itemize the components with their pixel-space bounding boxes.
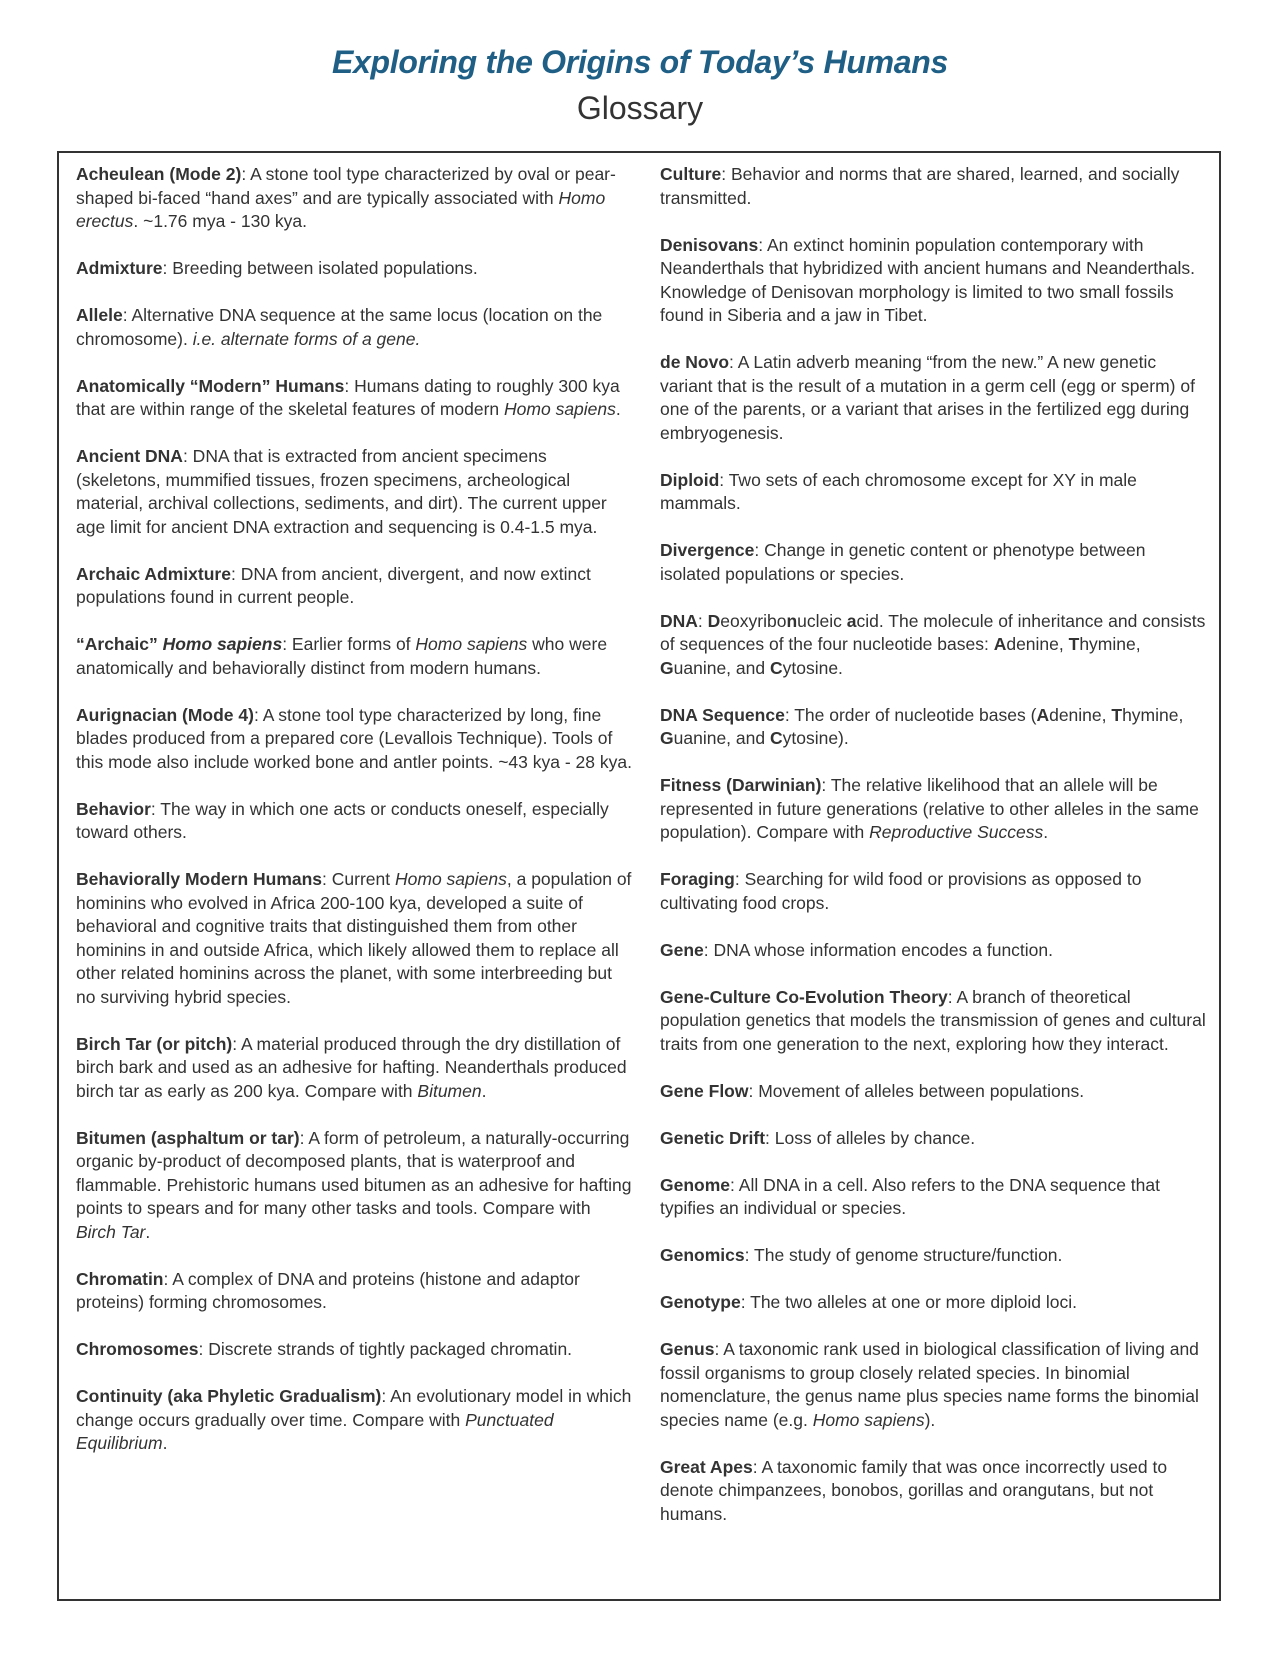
glossary-definition-text: : Change in genetic content or phenotype between isolated populations or species. <box>660 540 1146 584</box>
glossary-definition-text: : A material produced through the dry distillation of birch bark and used as an adhesive for hafting. Neanderthals produced birch tar as early as 200 kya. Compare with <box>76 1033 627 1101</box>
glossary-definition-text: ucleic <box>797 610 847 631</box>
glossary-term: Bitumen (asphaltum or tar) <box>76 1127 300 1148</box>
glossary-term: Divergence <box>660 540 755 560</box>
glossary-definition-italic: Bitumen <box>417 1080 482 1101</box>
glossary-frame <box>57 151 1221 1601</box>
glossary-definition-text: : DNA whose information encodes a function. <box>703 939 1054 960</box>
glossary-definition-text: : An evolutionary model in which change occurs gradually over time. Compare with <box>76 1386 632 1430</box>
glossary-entry <box>660 868 1207 915</box>
glossary-definition-bold: C <box>769 657 783 678</box>
glossary-definition-italic: Birch Tar <box>76 1221 146 1242</box>
glossary-definition-text: hymine, <box>1122 704 1184 725</box>
glossary-definition-italic: Homo erectus <box>76 187 606 231</box>
glossary-definition-bold: C <box>769 728 783 748</box>
glossary-term: Admixture <box>76 258 163 278</box>
glossary-term: DNA <box>660 610 698 631</box>
glossary-definition-text: eoxyribo <box>720 610 787 631</box>
glossary-term: Acheulean (Mode 2) <box>76 164 242 184</box>
glossary-entry <box>76 563 633 610</box>
glossary-term: Birch Tar (or pitch) <box>76 1033 233 1054</box>
glossary-entry <box>76 633 633 680</box>
glossary-definition-text: . <box>145 1221 151 1242</box>
glossary-definition-text: : Breeding between isolated populations. <box>162 258 478 278</box>
glossary-term: Gene-Culture Co-Evolution Theory <box>660 986 948 1007</box>
glossary-definition-text: , a population of hominins who evolved in Africa 200-100 kya, developed a suite of behavioral and cognitive traits that distinguished them from other hominins in and outside Africa, which likely allowed them to replace all other related hominins across the planet, with some interbreeding but no surviving hybrid species. <box>76 869 632 1007</box>
glossary-term: Culture <box>660 164 722 184</box>
glossary-entry <box>76 163 633 234</box>
glossary-entry <box>660 1127 1207 1151</box>
glossary-definition-text: . <box>1043 822 1049 842</box>
glossary-term: Continuity (aka Phyletic Gradualism) <box>76 1386 382 1406</box>
glossary-term: Foraging <box>660 869 735 889</box>
glossary-definition-text: : The relative likelihood that an allele will be represented in future generations (relative to other alleles in the same population). Compare with <box>660 775 1199 842</box>
glossary-entry <box>76 798 633 845</box>
glossary-entry <box>76 1385 633 1456</box>
glossary-definition-text: : A stone tool type characterized by long, fine blades produced from a prepared core (Levallois Technique). Tools of this mode also include worked bone and antler points. ~43 kya - 28 kya. <box>76 704 632 772</box>
glossary-entry <box>660 539 1207 586</box>
glossary-definition-bold: A <box>993 634 1007 654</box>
glossary-definition-text: : A stone tool type characterized by oval or pear-shaped bi-faced “hand axes” and are typically associated with <box>76 164 616 208</box>
glossary-definition-bold: D <box>707 610 721 631</box>
glossary-definition-text: hymine, <box>1079 634 1141 654</box>
glossary-definition-text: : Two sets of each chromosome except for XY in male mammals. <box>660 469 1137 513</box>
glossary-term: Chromosomes <box>76 1339 199 1359</box>
glossary-term: Behavior <box>76 798 151 819</box>
glossary-term: Behaviorally Modern Humans <box>76 869 323 889</box>
glossary-definition-text: ). <box>924 1409 936 1430</box>
glossary-entry <box>76 1033 633 1104</box>
page-title: Exploring the Origins of Today’s Humans <box>332 44 948 80</box>
glossary-entry <box>76 257 633 281</box>
glossary-definition-text: uanine, and <box>673 728 770 748</box>
page-subtitle: Glossary <box>576 90 704 126</box>
glossary-entry <box>660 939 1207 963</box>
glossary-term-italic: Homo sapiens <box>162 634 283 654</box>
glossary-term: Genomics <box>660 1245 745 1265</box>
glossary-term: Allele <box>76 305 123 325</box>
glossary-term: Chromatin <box>76 1268 164 1289</box>
glossary-definition-text: : The two alleles at one or more diploid loci. <box>740 1292 1077 1312</box>
glossary-definition-text: : An extinct hominin population contemporary with Neanderthals that hybridized with ancient humans and Neanderthals. Knowledge of Denisovan morphology is limited to two small fossils found in Siberia and a jaw in Tibet. <box>660 234 1196 325</box>
glossary-term: Ancient DNA <box>76 446 183 466</box>
glossary-term: Genus <box>660 1339 715 1359</box>
glossary-definition-bold: G <box>660 657 674 678</box>
glossary-definition-bold: A <box>1036 704 1050 725</box>
glossary-definition-text: : Searching for wild food or provisions as opposed to cultivating food crops. <box>660 869 1142 913</box>
glossary-definition-text: : Loss of alleles by chance. <box>765 1127 976 1148</box>
glossary-entry <box>660 1338 1207 1432</box>
glossary-term: Diploid <box>660 469 720 490</box>
glossary-entry <box>660 1244 1207 1268</box>
glossary-definition-bold: n <box>786 610 798 631</box>
glossary-definition-italic: Punctuated Equilibrium <box>76 1409 554 1453</box>
glossary-definition-text: : A taxonomic family that was once incorrectly used to denote chimpanzees, bonobos, gorillas and orangutans, but not humans. <box>660 1456 1168 1524</box>
glossary-entry <box>660 1456 1207 1527</box>
glossary-definition-bold: T <box>1111 704 1123 725</box>
glossary-term: “Archaic” <box>76 634 163 654</box>
glossary-entry <box>660 234 1207 328</box>
glossary-entry <box>76 445 633 539</box>
glossary-definition-bold: T <box>1068 634 1080 654</box>
glossary-term: Anatomically “Modern” Humans <box>76 375 345 396</box>
glossary-entry <box>76 868 633 1009</box>
glossary-definition-text: : Earlier forms of <box>282 634 416 654</box>
glossary-definition-text: . <box>481 1080 487 1101</box>
glossary-entry <box>76 1268 633 1315</box>
glossary-definition-text: ytosine). <box>782 728 849 748</box>
glossary-term: Aurignacian (Mode 4) <box>76 704 254 725</box>
glossary-term: Archaic Admixture <box>76 563 231 584</box>
glossary-definition-italic: Homo sapiens <box>504 399 616 419</box>
glossary-term: DNA Sequence <box>660 704 785 725</box>
glossary-definition-text: : A form of petroleum, a naturally-occurring organic by-product of decomposed plants, that is waterproof and flammable. Prehistoric humans used bitumen as an adhesive for hafting points to spears and for many other tasks and tools. Compare with <box>76 1127 632 1218</box>
glossary-entry <box>660 351 1207 445</box>
glossary-term: Genome <box>660 1174 731 1195</box>
glossary-definition-text: : Humans dating to roughly 300 kya that are within range of the skeletal features of modern <box>76 375 620 419</box>
glossary-term: Genetic Drift <box>660 1127 766 1148</box>
glossary-entry <box>76 304 633 351</box>
glossary-definition-text: uanine, and <box>673 657 770 678</box>
glossary-entry <box>660 704 1207 751</box>
glossary-entry <box>660 774 1207 845</box>
glossary-definition-text: denine, <box>1049 704 1112 725</box>
glossary-entry <box>660 1080 1207 1104</box>
glossary-definition-text: : DNA from ancient, divergent, and now extinct populations found in current people. <box>76 563 591 607</box>
glossary-entry <box>76 1338 633 1362</box>
glossary-definition-bold: a <box>846 610 857 631</box>
glossary-entry <box>660 986 1207 1057</box>
glossary-definition-text: : The order of nucleotide bases ( <box>784 704 1037 725</box>
glossary-definition-text: : Discrete strands of tightly packaged chromatin. <box>198 1339 573 1359</box>
glossary-entry <box>660 163 1207 210</box>
glossary-term: Gene <box>660 939 704 960</box>
glossary-definition-italic: i.e. alternate forms of a gene. <box>192 328 421 349</box>
glossary-definition-text: denine, <box>1006 634 1069 654</box>
glossary-entry <box>76 1127 633 1245</box>
glossary-definition-text: : All DNA in a cell. Also refers to the DNA sequence that typifies an individual or species. <box>660 1174 1160 1218</box>
glossary-entry <box>660 1174 1207 1221</box>
glossary-definition-bold: G <box>660 728 674 748</box>
glossary-definition-text: : A Latin adverb meaning “from the new.” A new genetic variant that is the result of a mutation in a germ cell (egg or sperm) of one of the parents, or a variant that arises in the fertilized egg during embryogenesis. <box>660 352 1195 443</box>
glossary-definition-text: : A complex of DNA and proteins (histone and adaptor proteins) forming chromosomes. <box>76 1268 580 1312</box>
glossary-column-right <box>660 163 1207 1550</box>
glossary-column-left <box>76 163 633 1479</box>
glossary-term: Genotype <box>660 1292 741 1312</box>
glossary-definition-text: . <box>615 399 621 419</box>
glossary-term: de Novo <box>660 352 730 372</box>
glossary-definition-text: : DNA that is extracted from ancient specimens (skeletons, mummified tissues, frozen specimens, archeological material, archival collections, sediments, and dirt). The current upper age limit for ancient DNA extraction and sequencing is 0.4-1.5 mya. <box>76 446 607 537</box>
glossary-term: Denisovans <box>660 234 759 255</box>
glossary-definition-text: : Alternative DNA sequence at the same locus (location on the chromosome). <box>76 305 603 349</box>
glossary-definition-text: who were anatomically and behaviorally distinct from modern humans. <box>76 634 608 678</box>
glossary-definition-italic: Homo sapiens <box>415 634 528 654</box>
glossary-definition-text: : The study of genome structure/function. <box>744 1245 1063 1265</box>
glossary-term: Fitness (Darwinian) <box>660 775 822 795</box>
glossary-definition-italic: Homo sapiens <box>812 1409 925 1430</box>
glossary-entry <box>660 469 1207 516</box>
glossary-definition-text: : <box>697 610 708 631</box>
glossary-definition-text: : A branch of theoretical population genetics that models the transmission of genes and cultural traits from one generation to the next, exploring how they interact. <box>660 986 1206 1054</box>
glossary-definition-text: cid. The molecule of inheritance and consists of sequences of the four nucleotide bases: <box>660 610 1206 654</box>
glossary-definition-text: . ~1.76 mya - 130 kya. <box>133 211 308 231</box>
glossary-term: Gene Flow <box>660 1080 749 1101</box>
glossary-entry <box>660 610 1207 681</box>
glossary-entry <box>76 375 633 422</box>
glossary-definition-text: : Current <box>322 869 395 889</box>
glossary-definition-italic: Homo sapiens <box>395 869 507 889</box>
glossary-definition-text: : The way in which one acts or conducts oneself, especially toward others. <box>76 798 609 842</box>
glossary-definition-text: ytosine. <box>782 657 843 678</box>
glossary-definition-text: : Behavior and norms that are shared, learned, and socially transmitted. <box>660 164 1180 208</box>
glossary-entry <box>76 704 633 775</box>
glossary-entry <box>660 1291 1207 1315</box>
glossary-term: Great Apes <box>660 1456 753 1477</box>
glossary-definition-text: . <box>162 1433 168 1453</box>
glossary-definition-italic: Reproductive Success <box>869 822 1044 842</box>
glossary-definition-text: : A taxonomic rank used in biological classification of living and fossil organisms to group closely related species. In binomial nomenclature, the genus name plus species name forms the binomial species name (e.g. <box>660 1339 1199 1430</box>
glossary-definition-text: : Movement of alleles between populations. <box>748 1080 1085 1101</box>
